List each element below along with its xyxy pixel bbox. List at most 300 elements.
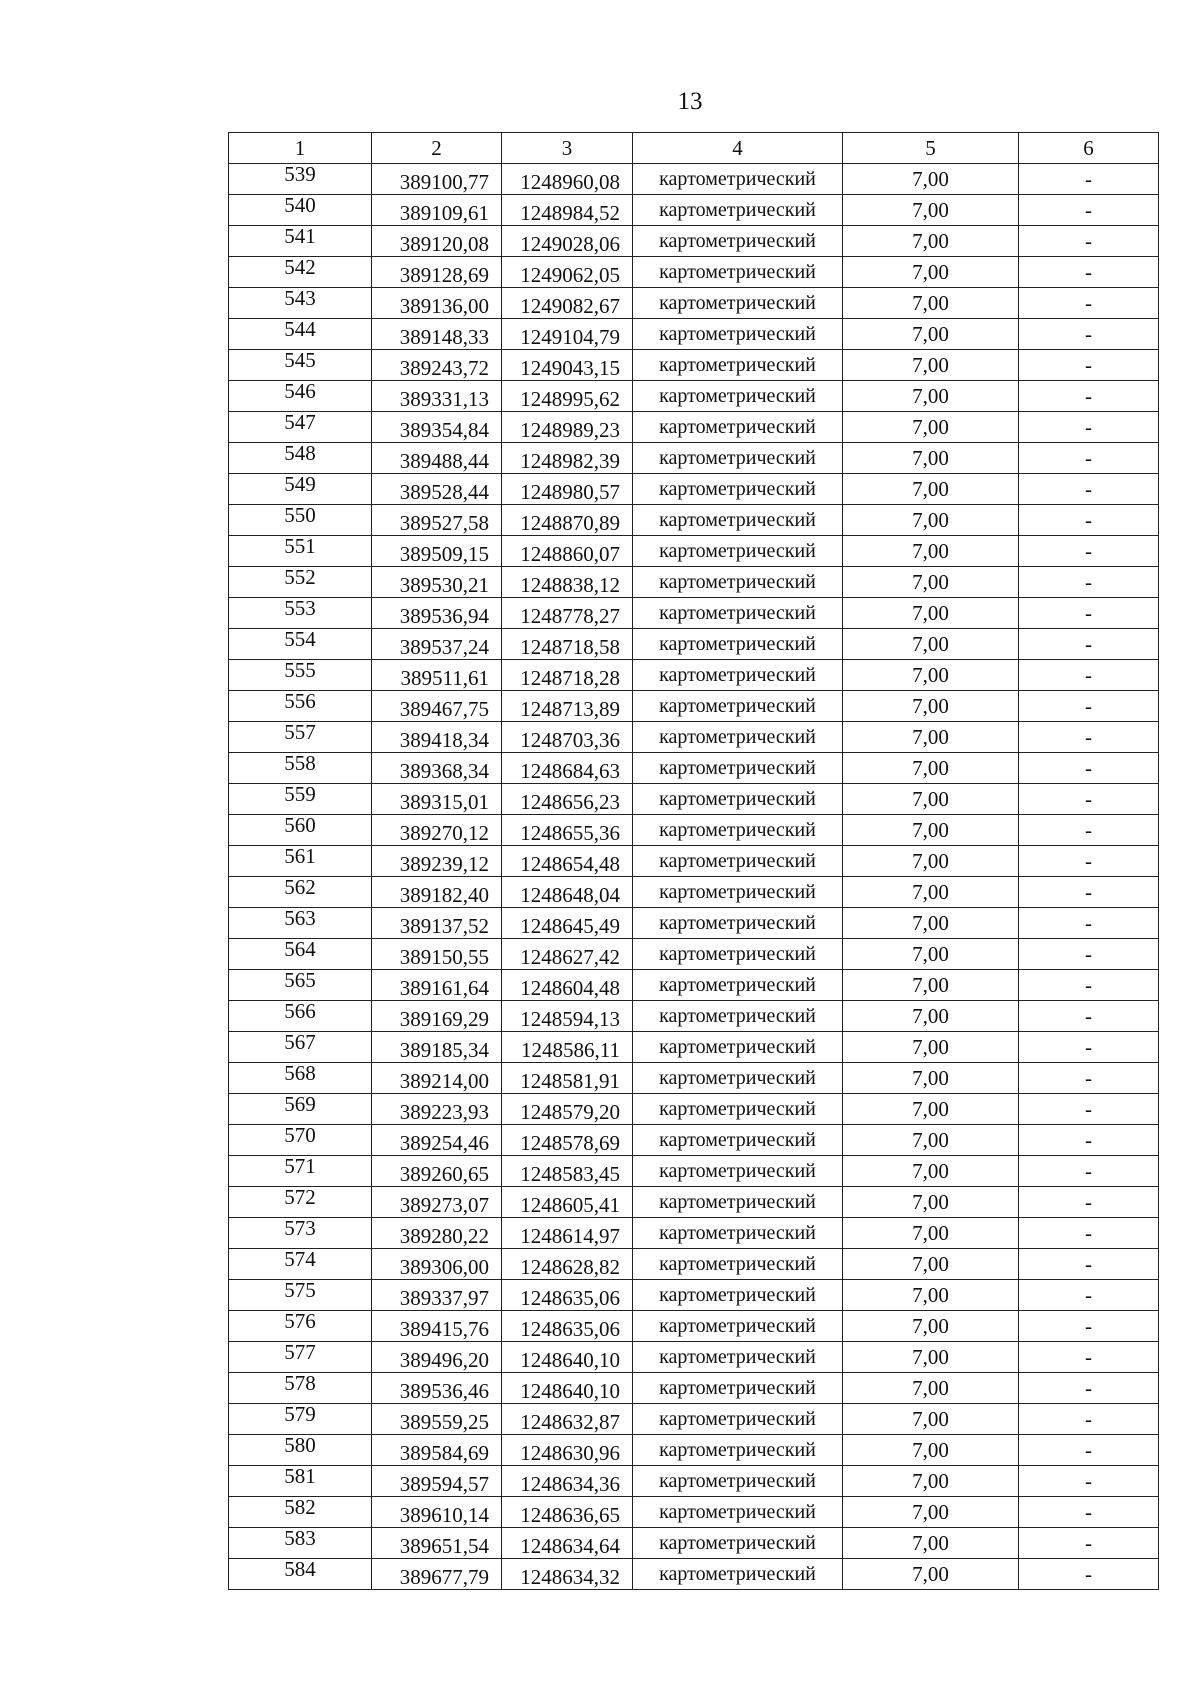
x-coordinate-cell-text: 389530,21 (399, 573, 489, 597)
method-cell: картометрический (633, 164, 843, 195)
x-coordinate-cell-text: 389537,24 (399, 635, 489, 659)
method-cell: картометрический (633, 567, 843, 598)
y-coordinate-cell (502, 908, 633, 939)
y-coordinate-cell (502, 1373, 633, 1404)
accuracy-cell: 7,00 (843, 1063, 1019, 1094)
method-cell: картометрический (633, 195, 843, 226)
table-row (229, 1373, 1159, 1404)
point-number-cell-text: 561 (284, 845, 316, 868)
accuracy-cell: 7,00 (843, 1001, 1019, 1032)
x-coordinate-cell (372, 1001, 502, 1032)
note-cell: - (1019, 908, 1159, 939)
method-cell: картометрический (633, 1063, 843, 1094)
y-coordinate-cell-text: 1248583,45 (520, 1162, 620, 1186)
point-number-cell (229, 1156, 372, 1187)
x-coordinate-cell (372, 1528, 502, 1559)
method-cell: картометрический (633, 319, 843, 350)
table-row (229, 412, 1159, 443)
accuracy-cell: 7,00 (843, 505, 1019, 536)
x-coordinate-cell-text: 389528,44 (399, 480, 489, 504)
point-number-cell-text: 545 (284, 349, 316, 372)
x-coordinate-cell (372, 1187, 502, 1218)
y-coordinate-cell-text: 1248703,36 (520, 728, 620, 752)
y-coordinate-cell-text: 1248630,96 (520, 1441, 620, 1465)
x-coordinate-cell-text: 389331,13 (399, 387, 489, 411)
point-number-cell-text: 573 (284, 1217, 316, 1240)
point-number-cell-text: 568 (284, 1062, 316, 1085)
point-number-cell (229, 970, 372, 1001)
y-coordinate-cell (502, 846, 633, 877)
x-coordinate-cell (372, 1559, 502, 1590)
method-cell: картометрический (633, 1094, 843, 1125)
table-row (229, 784, 1159, 815)
method-cell: картометрический (633, 1311, 843, 1342)
point-number-cell (229, 1280, 372, 1311)
point-number-cell (229, 691, 372, 722)
accuracy-cell: 7,00 (843, 381, 1019, 412)
accuracy-cell: 7,00 (843, 722, 1019, 753)
point-number-cell (229, 1094, 372, 1125)
point-number-cell-text: 577 (284, 1341, 316, 1364)
point-number-cell-text: 539 (284, 163, 316, 186)
x-coordinate-cell-text: 389273,07 (399, 1193, 489, 1217)
point-number-cell (229, 908, 372, 939)
note-cell: - (1019, 1373, 1159, 1404)
point-number-cell (229, 753, 372, 784)
y-coordinate-cell (502, 784, 633, 815)
method-cell: картометрический (633, 350, 843, 381)
point-number-cell-text: 552 (284, 566, 316, 589)
x-coordinate-cell-text: 389254,46 (399, 1131, 489, 1155)
x-coordinate-cell-text: 389169,29 (399, 1007, 489, 1031)
y-coordinate-cell (502, 1404, 633, 1435)
method-cell: картометрический (633, 505, 843, 536)
point-number-cell-text: 553 (284, 597, 316, 620)
x-coordinate-cell-text: 389270,12 (399, 821, 489, 845)
x-coordinate-cell (372, 536, 502, 567)
column-header: 4 (633, 133, 843, 164)
y-coordinate-cell-text: 1248634,36 (520, 1472, 620, 1496)
y-coordinate-cell-text: 1248578,69 (520, 1131, 620, 1155)
accuracy-cell: 7,00 (843, 319, 1019, 350)
method-cell: картометрический (633, 226, 843, 257)
method-cell: картометрический (633, 1404, 843, 1435)
table-row (229, 288, 1159, 319)
point-number-cell (229, 1125, 372, 1156)
point-number-cell-text: 582 (284, 1496, 316, 1519)
table-row (229, 1528, 1159, 1559)
x-coordinate-cell-text: 389128,69 (399, 263, 489, 287)
note-cell: - (1019, 474, 1159, 505)
x-coordinate-cell (372, 350, 502, 381)
x-coordinate-cell-text: 389536,94 (399, 604, 489, 628)
y-coordinate-cell (502, 319, 633, 350)
y-coordinate-cell (502, 1311, 633, 1342)
y-coordinate-cell (502, 1063, 633, 1094)
table-row (229, 381, 1159, 412)
point-number-cell-text: 575 (284, 1279, 316, 1302)
note-cell: - (1019, 598, 1159, 629)
y-coordinate-cell-text: 1248995,62 (520, 387, 620, 411)
y-coordinate-cell (502, 1187, 633, 1218)
x-coordinate-cell (372, 877, 502, 908)
x-coordinate-cell (372, 1497, 502, 1528)
note-cell: - (1019, 381, 1159, 412)
table-row (229, 1311, 1159, 1342)
point-number-cell (229, 257, 372, 288)
y-coordinate-cell (502, 1218, 633, 1249)
y-coordinate-cell-text: 1248635,06 (520, 1317, 620, 1341)
accuracy-cell: 7,00 (843, 1280, 1019, 1311)
note-cell: - (1019, 1187, 1159, 1218)
note-cell: - (1019, 1342, 1159, 1373)
accuracy-cell: 7,00 (843, 753, 1019, 784)
y-coordinate-cell (502, 350, 633, 381)
note-cell: - (1019, 1466, 1159, 1497)
accuracy-cell: 7,00 (843, 1311, 1019, 1342)
x-coordinate-cell-text: 389306,00 (399, 1255, 489, 1279)
point-number-cell-text: 580 (284, 1434, 316, 1457)
point-number-cell (229, 1001, 372, 1032)
method-cell: картометрический (633, 1528, 843, 1559)
accuracy-cell: 7,00 (843, 1466, 1019, 1497)
accuracy-cell: 7,00 (843, 1435, 1019, 1466)
method-cell: картометрический (633, 536, 843, 567)
y-coordinate-cell (502, 567, 633, 598)
x-coordinate-cell (372, 753, 502, 784)
accuracy-cell: 7,00 (843, 1156, 1019, 1187)
y-coordinate-cell (502, 815, 633, 846)
method-cell: картометрический (633, 722, 843, 753)
note-cell: - (1019, 1094, 1159, 1125)
method-cell: картометрический (633, 1559, 843, 1590)
x-coordinate-cell (372, 908, 502, 939)
method-cell: картометрический (633, 1187, 843, 1218)
table-row (229, 195, 1159, 226)
table-row (229, 1404, 1159, 1435)
accuracy-cell: 7,00 (843, 598, 1019, 629)
point-number-cell (229, 660, 372, 691)
note-cell: - (1019, 257, 1159, 288)
accuracy-cell: 7,00 (843, 474, 1019, 505)
method-cell: картометрический (633, 1218, 843, 1249)
x-coordinate-cell-text: 389651,54 (399, 1534, 489, 1558)
table-row (229, 908, 1159, 939)
accuracy-cell: 7,00 (843, 1094, 1019, 1125)
point-number-cell (229, 598, 372, 629)
note-cell: - (1019, 350, 1159, 381)
table-row (229, 1249, 1159, 1280)
table-row (229, 1063, 1159, 1094)
point-number-cell (229, 474, 372, 505)
method-cell: картометрический (633, 660, 843, 691)
point-number-cell (229, 784, 372, 815)
point-number-cell-text: 567 (284, 1031, 316, 1054)
y-coordinate-cell-text: 1248614,97 (520, 1224, 620, 1248)
x-coordinate-cell (372, 970, 502, 1001)
table-row (229, 939, 1159, 970)
method-cell: картометрический (633, 412, 843, 443)
x-coordinate-cell-text: 389260,65 (399, 1162, 489, 1186)
point-number-cell-text: 551 (284, 535, 316, 558)
x-coordinate-cell (372, 412, 502, 443)
y-coordinate-cell-text: 1248645,49 (520, 914, 620, 938)
note-cell: - (1019, 1280, 1159, 1311)
accuracy-cell: 7,00 (843, 660, 1019, 691)
accuracy-cell: 7,00 (843, 1032, 1019, 1063)
y-coordinate-cell-text: 1248656,23 (520, 790, 620, 814)
point-number-cell (229, 1404, 372, 1435)
table-row (229, 1218, 1159, 1249)
y-coordinate-cell-text: 1248635,06 (520, 1286, 620, 1310)
x-coordinate-cell (372, 629, 502, 660)
point-number-cell-text: 542 (284, 256, 316, 279)
accuracy-cell: 7,00 (843, 691, 1019, 722)
y-coordinate-cell-text: 1248634,32 (520, 1565, 620, 1589)
point-number-cell-text: 578 (284, 1372, 316, 1395)
table-row (229, 722, 1159, 753)
x-coordinate-cell (372, 1342, 502, 1373)
x-coordinate-cell (372, 1249, 502, 1280)
table-row (229, 319, 1159, 350)
y-coordinate-cell (502, 226, 633, 257)
y-coordinate-cell (502, 1435, 633, 1466)
point-number-cell (229, 846, 372, 877)
x-coordinate-cell (372, 288, 502, 319)
table-row (229, 753, 1159, 784)
table-row (229, 1559, 1159, 1590)
accuracy-cell: 7,00 (843, 443, 1019, 474)
x-coordinate-cell (372, 1373, 502, 1404)
y-coordinate-cell-text: 1248627,42 (520, 945, 620, 969)
method-cell: картометрический (633, 691, 843, 722)
y-coordinate-cell (502, 660, 633, 691)
x-coordinate-cell (372, 257, 502, 288)
table-row (229, 164, 1159, 195)
accuracy-cell: 7,00 (843, 1125, 1019, 1156)
y-coordinate-cell-text: 1248718,58 (520, 635, 620, 659)
y-coordinate-cell-text: 1248636,65 (520, 1503, 620, 1527)
note-cell: - (1019, 722, 1159, 753)
point-number-cell-text: 540 (284, 194, 316, 217)
y-coordinate-cell-text: 1249028,06 (520, 232, 620, 256)
x-coordinate-cell-text: 389137,52 (399, 914, 489, 938)
note-cell: - (1019, 443, 1159, 474)
accuracy-cell: 7,00 (843, 412, 1019, 443)
x-coordinate-cell-text: 389315,01 (399, 790, 489, 814)
x-coordinate-cell-text: 389488,44 (399, 449, 489, 473)
method-cell: картометрический (633, 1032, 843, 1063)
x-coordinate-cell-text: 389511,61 (400, 666, 489, 690)
point-number-cell-text: 541 (284, 225, 316, 248)
accuracy-cell: 7,00 (843, 1187, 1019, 1218)
table-row (229, 1342, 1159, 1373)
method-cell: картометрический (633, 598, 843, 629)
y-coordinate-cell (502, 970, 633, 1001)
x-coordinate-cell (372, 1218, 502, 1249)
x-coordinate-cell (372, 846, 502, 877)
table-row (229, 815, 1159, 846)
point-number-cell (229, 443, 372, 474)
accuracy-cell: 7,00 (843, 877, 1019, 908)
note-cell: - (1019, 815, 1159, 846)
y-coordinate-cell-text: 1248982,39 (520, 449, 620, 473)
x-coordinate-cell-text: 389120,08 (399, 232, 489, 256)
point-number-cell (229, 505, 372, 536)
point-number-cell (229, 1063, 372, 1094)
method-cell: картометрический (633, 1373, 843, 1404)
y-coordinate-cell-text: 1249104,79 (520, 325, 620, 349)
point-number-cell-text: 569 (284, 1093, 316, 1116)
x-coordinate-cell-text: 389584,69 (399, 1441, 489, 1465)
coordinates-table (228, 132, 1159, 1590)
note-cell: - (1019, 505, 1159, 536)
y-coordinate-cell (502, 1094, 633, 1125)
x-coordinate-cell (372, 784, 502, 815)
x-coordinate-cell (372, 381, 502, 412)
note-cell: - (1019, 753, 1159, 784)
note-cell: - (1019, 1435, 1159, 1466)
note-cell: - (1019, 660, 1159, 691)
y-coordinate-cell-text: 1248713,89 (520, 697, 620, 721)
note-cell: - (1019, 1218, 1159, 1249)
point-number-cell (229, 1497, 372, 1528)
y-coordinate-cell-text: 1248870,89 (520, 511, 620, 535)
method-cell: картометрический (633, 1466, 843, 1497)
x-coordinate-cell-text: 389467,75 (399, 697, 489, 721)
table-row (229, 474, 1159, 505)
column-header: 3 (502, 133, 633, 164)
table-row (229, 443, 1159, 474)
x-coordinate-cell-text: 389150,55 (399, 945, 489, 969)
table-row (229, 567, 1159, 598)
x-coordinate-cell-text: 389161,64 (399, 976, 489, 1000)
table-row (229, 505, 1159, 536)
method-cell: картометрический (633, 908, 843, 939)
y-coordinate-cell (502, 505, 633, 536)
y-coordinate-cell-text: 1248860,07 (520, 542, 620, 566)
note-cell: - (1019, 226, 1159, 257)
x-coordinate-cell-text: 389223,93 (399, 1100, 489, 1124)
accuracy-cell: 7,00 (843, 1497, 1019, 1528)
y-coordinate-cell-text: 1248579,20 (520, 1100, 620, 1124)
accuracy-cell: 7,00 (843, 846, 1019, 877)
x-coordinate-cell-text: 389239,12 (399, 852, 489, 876)
x-coordinate-cell-text: 389185,34 (399, 1038, 489, 1062)
point-number-cell-text: 558 (284, 752, 316, 775)
table-row (229, 536, 1159, 567)
note-cell: - (1019, 195, 1159, 226)
y-coordinate-cell-text: 1248980,57 (520, 480, 620, 504)
note-cell: - (1019, 939, 1159, 970)
table-row (229, 1435, 1159, 1466)
point-number-cell-text: 549 (284, 473, 316, 496)
table-header-row (229, 133, 1159, 164)
point-number-cell-text: 557 (284, 721, 316, 744)
method-cell: картометрический (633, 474, 843, 505)
x-coordinate-cell (372, 722, 502, 753)
method-cell: картометрический (633, 784, 843, 815)
y-coordinate-cell-text: 1249062,05 (520, 263, 620, 287)
point-number-cell (229, 1435, 372, 1466)
column-header: 5 (843, 133, 1019, 164)
table-row (229, 1466, 1159, 1497)
method-cell: картометрический (633, 815, 843, 846)
point-number-cell (229, 536, 372, 567)
point-number-cell-text: 563 (284, 907, 316, 930)
x-coordinate-cell-text: 389415,76 (399, 1317, 489, 1341)
note-cell: - (1019, 1311, 1159, 1342)
point-number-cell-text: 576 (284, 1310, 316, 1333)
table-row (229, 257, 1159, 288)
point-number-cell (229, 1218, 372, 1249)
accuracy-cell: 7,00 (843, 784, 1019, 815)
y-coordinate-cell-text: 1249082,67 (520, 294, 620, 318)
point-number-cell (229, 1466, 372, 1497)
table-row (229, 1001, 1159, 1032)
point-number-cell (229, 412, 372, 443)
y-coordinate-cell (502, 257, 633, 288)
y-coordinate-cell-text: 1248640,10 (520, 1348, 620, 1372)
y-coordinate-cell (502, 288, 633, 319)
x-coordinate-cell (372, 505, 502, 536)
point-number-cell-text: 562 (284, 876, 316, 899)
point-number-cell-text: 579 (284, 1403, 316, 1426)
note-cell: - (1019, 877, 1159, 908)
accuracy-cell: 7,00 (843, 1528, 1019, 1559)
x-coordinate-cell (372, 1156, 502, 1187)
x-coordinate-cell (372, 567, 502, 598)
note-cell: - (1019, 567, 1159, 598)
method-cell: картометрический (633, 1497, 843, 1528)
accuracy-cell: 7,00 (843, 1249, 1019, 1280)
x-coordinate-cell (372, 1311, 502, 1342)
x-coordinate-cell-text: 389100,77 (399, 170, 489, 194)
point-number-cell (229, 1559, 372, 1590)
note-cell: - (1019, 288, 1159, 319)
point-number-cell (229, 1249, 372, 1280)
point-number-cell-text: 570 (284, 1124, 316, 1147)
method-cell: картометрический (633, 753, 843, 784)
method-cell: картометрический (633, 629, 843, 660)
y-coordinate-cell-text: 1248628,82 (520, 1255, 620, 1279)
y-coordinate-cell-text: 1248605,41 (520, 1193, 620, 1217)
accuracy-cell: 7,00 (843, 288, 1019, 319)
point-number-cell (229, 1032, 372, 1063)
point-number-cell-text: 581 (284, 1465, 316, 1488)
y-coordinate-cell (502, 1528, 633, 1559)
x-coordinate-cell (372, 660, 502, 691)
x-coordinate-cell (372, 319, 502, 350)
note-cell: - (1019, 412, 1159, 443)
method-cell: картометрический (633, 443, 843, 474)
point-number-cell (229, 1528, 372, 1559)
y-coordinate-cell-text: 1248604,48 (520, 976, 620, 1000)
method-cell: картометрический (633, 1342, 843, 1373)
point-number-cell (229, 722, 372, 753)
point-number-cell (229, 815, 372, 846)
x-coordinate-cell-text: 389527,58 (399, 511, 489, 535)
table-row (229, 1094, 1159, 1125)
point-number-cell-text: 550 (284, 504, 316, 527)
y-coordinate-cell (502, 753, 633, 784)
table-row (229, 1497, 1159, 1528)
y-coordinate-cell (502, 939, 633, 970)
x-coordinate-cell (372, 1435, 502, 1466)
x-coordinate-cell (372, 1466, 502, 1497)
x-coordinate-cell-text: 389214,00 (399, 1069, 489, 1093)
note-cell: - (1019, 1156, 1159, 1187)
